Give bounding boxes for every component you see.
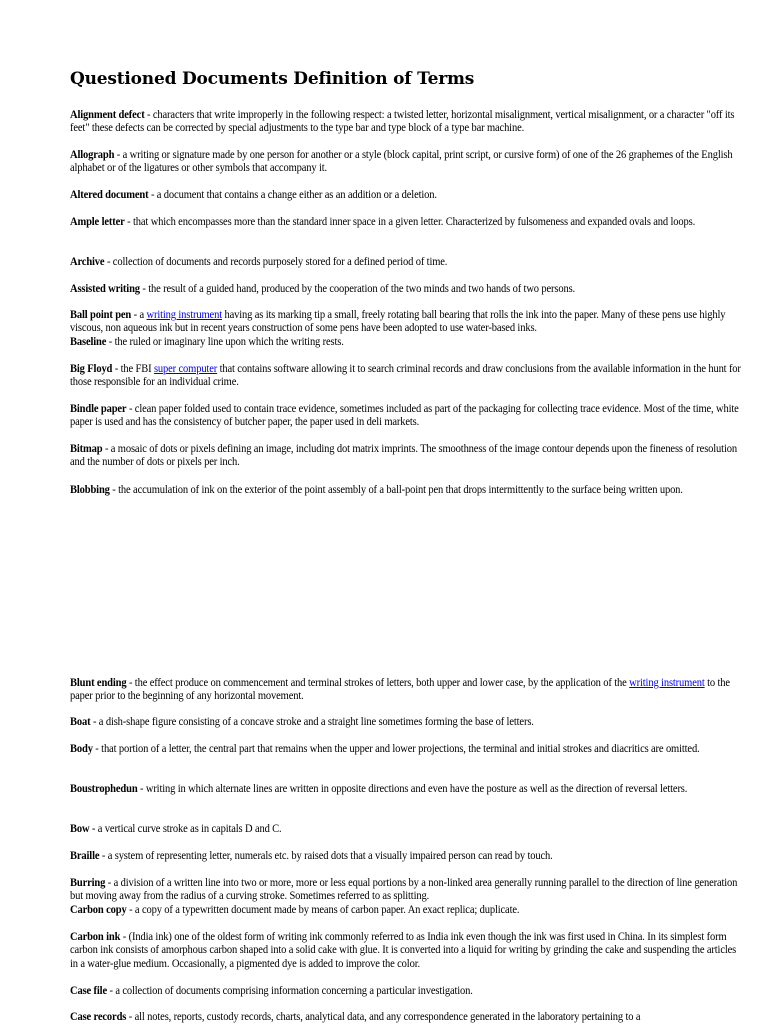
term-entry bbox=[70, 443, 741, 470]
term-entry bbox=[70, 877, 741, 904]
term-definition: - characters that write improperly in the following respect: a twisted letter, horizontal misalignment, vertical misalignment, or a character "off its feet" these defects can be corrected by special adjustments to the type bar and type block of a type bar machine. bbox=[70, 109, 735, 135]
writing-instrument-link[interactable]: writing instrument bbox=[629, 677, 705, 689]
term-definition: - the result of a guided hand, produced by the cooperation of the two minds and two hands of two persons. bbox=[139, 283, 576, 295]
term-definition: - all notes, reports, custody records, charts, analytical data, and any correspondence generated in the laboratory pertaining to a bbox=[126, 1011, 641, 1023]
term-name: Blobbing bbox=[70, 484, 110, 496]
term-definition: - a writing or signature made by one person for another or a style (block capital, print script, or cursive form) of one of the 26 graphemes of the English alphabet or of the ligatures or other symbols that accompany it. bbox=[70, 149, 733, 175]
term-definition: - that which encompasses more than the standard inner space in a given letter. Characterized by fulsomeness and expanded ovals and loops. bbox=[124, 216, 696, 228]
term-definition: that contains software allowing it to search criminal records and draw conclusions from the available information in the hunt for those responsible for an individual crime. bbox=[70, 363, 741, 389]
term-definition: - a copy of a typewritten document made by means of carbon paper. An exact replica; duplicate. bbox=[126, 904, 520, 916]
term-definition: to the paper prior to the beginning of any horizontal movement. bbox=[70, 677, 730, 703]
term-name: Archive bbox=[70, 256, 105, 268]
term-entry bbox=[70, 677, 741, 704]
term-entry bbox=[70, 850, 741, 863]
term-definition: - a document that contains a change either as an addition or a deletion. bbox=[148, 189, 437, 201]
term-name: Carbon ink bbox=[70, 931, 121, 943]
term-definition: - (India ink) one of the oldest form of writing ink commonly referred to as India ink even though the ink was first used in China. In its simplest form carbon ink consists of amorphous carbon shaped into a solid cake with glue. It is converted into a liquid for writing by grinding the cake and suspending the articles in a water-glue medium. Occasionally, a pigmented dye is added to improve the color. bbox=[70, 931, 737, 970]
term-entry bbox=[70, 256, 741, 269]
term-entry bbox=[70, 283, 741, 296]
term-name: Braille bbox=[70, 850, 100, 862]
term-name: Case records bbox=[70, 1011, 127, 1023]
term-name: Allograph bbox=[70, 149, 115, 161]
term-definition: - a dish-shape figure consisting of a concave stroke and a straight line sometimes forming the base of letters. bbox=[90, 716, 534, 728]
term-name: Boat bbox=[70, 716, 91, 728]
term-entry bbox=[70, 216, 741, 229]
term-name: Body bbox=[70, 743, 93, 755]
term-name: Big Floyd bbox=[70, 363, 113, 375]
term-definition: - clean paper folded used to contain trace evidence, sometimes included as part of the packaging for collecting trace evidence. Most of the time, white paper is used and has the consistency of butcher paper, the paper used in deli markets. bbox=[70, 403, 739, 429]
term-name: Burring bbox=[70, 877, 106, 889]
term-definition: - a system of representing letter, numerals etc. by raised dots that a visually impaired person can read by touch. bbox=[99, 850, 553, 862]
term-name: Ball point pen bbox=[70, 309, 132, 321]
term-name: Baseline bbox=[70, 336, 107, 348]
term-definition: - the FBI bbox=[112, 363, 154, 375]
term-entry bbox=[70, 149, 741, 176]
term-definition: - writing in which alternate lines are written in opposite directions and even have the posture as well as the direction of reversal letters. bbox=[137, 783, 688, 795]
term-name: Ample letter bbox=[70, 216, 125, 228]
term-entry bbox=[70, 743, 741, 756]
term-name: Bow bbox=[70, 823, 90, 835]
term-definition: - a mosaic of dots or pixels defining an image, including dot matrix imprints. The smoothness of the image contour depends upon the fineness of resolution and the number of dots or pixels per inch. bbox=[70, 443, 737, 469]
term-entry bbox=[70, 904, 741, 917]
term-name: Altered document bbox=[70, 189, 149, 201]
term-definition: - that portion of a letter, the central part that remains when the upper and lower projections, the terminal and initial strokes and diacritics are omitted. bbox=[92, 743, 700, 755]
term-entry bbox=[70, 484, 741, 497]
super-computer-link[interactable]: super computer bbox=[153, 363, 218, 375]
term-name: Blunt ending bbox=[70, 677, 127, 689]
term-entry bbox=[70, 189, 741, 202]
term-entry bbox=[70, 109, 741, 136]
term-name: Assisted writing bbox=[70, 283, 140, 295]
term-name: Bindle paper bbox=[70, 403, 127, 415]
term-definition: - a vertical curve stroke as in capitals D and C. bbox=[89, 823, 282, 835]
term-definition: - the effect produce on commencement and terminal strokes of letters, both upper and lower case, by the application of the bbox=[126, 677, 630, 689]
term-name: Carbon copy bbox=[70, 904, 127, 916]
term-entry bbox=[70, 363, 741, 390]
page-title: Questioned Documents Definition of Terms bbox=[70, 69, 475, 89]
term-definition: - a bbox=[131, 309, 147, 321]
term-entry bbox=[70, 931, 741, 971]
term-definition: - collection of documents and records purposely stored for a defined period of time. bbox=[104, 256, 448, 268]
term-name: Alignment defect bbox=[70, 109, 145, 121]
term-name: Boustrophedun bbox=[70, 783, 138, 795]
term-entry bbox=[70, 309, 741, 336]
term-entry bbox=[70, 823, 741, 836]
term-definition: - the accumulation of ink on the exterior of the point assembly of a ball-point pen that drops intermittently to the surface being written upon. bbox=[109, 484, 683, 496]
term-entry bbox=[70, 985, 741, 998]
term-entry bbox=[70, 783, 741, 796]
writing-instrument-link[interactable]: writing instrument bbox=[146, 309, 222, 321]
term-name: Case file bbox=[70, 985, 107, 997]
term-definition: - a collection of documents comprising information concerning a particular investigation. bbox=[106, 985, 473, 997]
term-definition: - the ruled or imaginary line upon which the writing rests. bbox=[106, 336, 344, 348]
term-name: Bitmap bbox=[70, 443, 103, 455]
term-entry bbox=[70, 1011, 741, 1024]
term-entry bbox=[70, 716, 741, 729]
term-entry bbox=[70, 403, 741, 430]
term-definition: - a division of a written line into two or more, more or less equal portions by a non-linked area generally running parallel to the direction of line generation but moving away from the radius of a curving stroke. Sometimes referred to as splitting. bbox=[70, 877, 738, 903]
term-definition: having as its marking tip a small, freely rotating ball bearing that rolls the ink into the paper. Many of these pens use highly viscous, non aqueous ink but in recent years construction of some pens have been adopted to use water-based inks. bbox=[70, 309, 726, 335]
term-entry bbox=[70, 336, 741, 349]
